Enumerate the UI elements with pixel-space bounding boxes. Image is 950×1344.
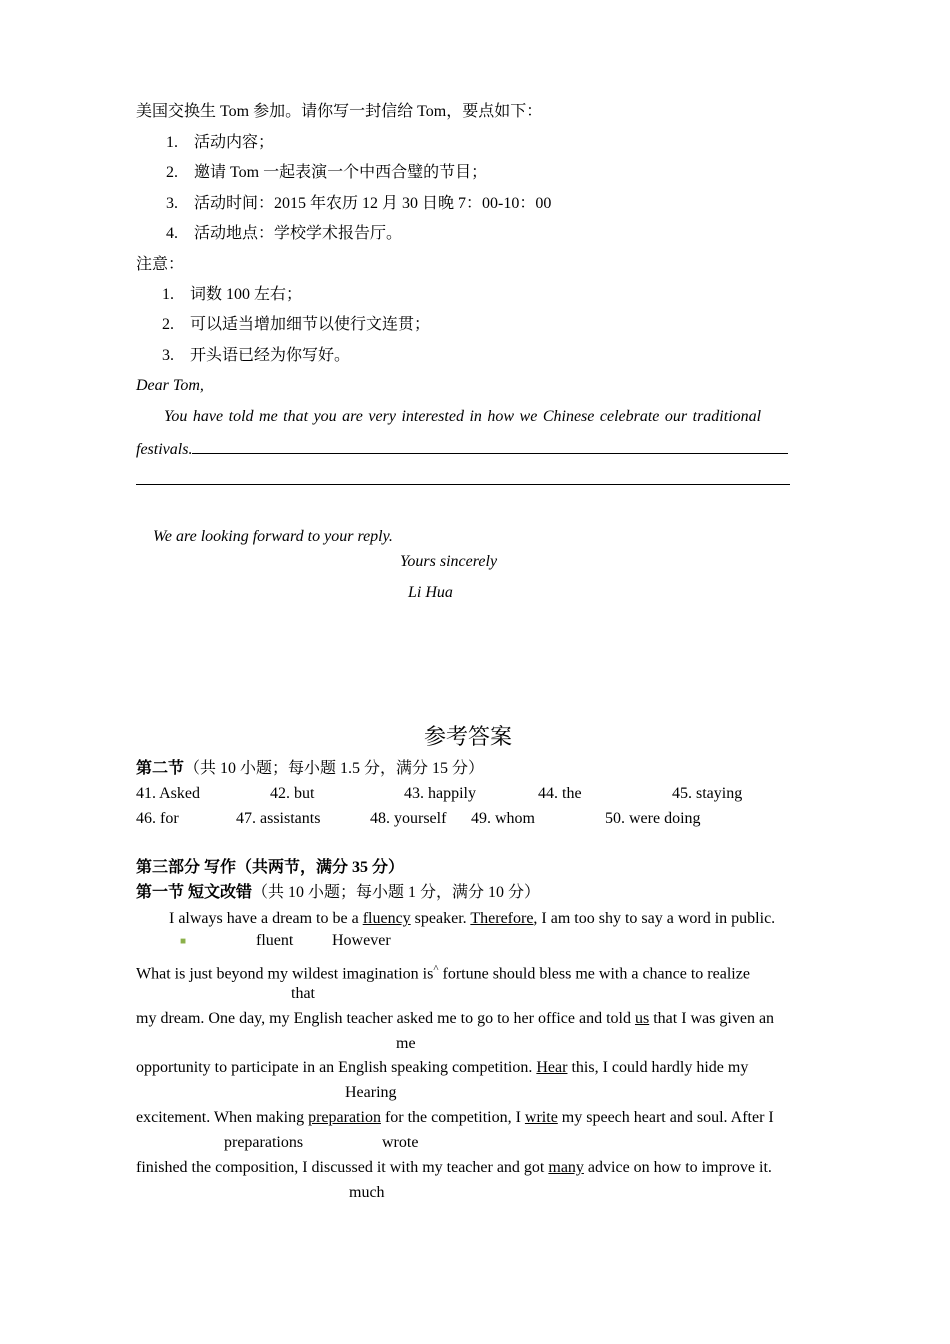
task-intro: 美国交换生 Tom 参加。请你写一封信给 Tom，要点如下： xyxy=(136,103,543,120)
correction: However xyxy=(332,932,391,949)
correction: me xyxy=(396,1035,416,1052)
task-point: 3. 活动时间：2015 年农历 12 月 30 日晚 7：00-10：00 xyxy=(166,195,552,212)
mark-dot-icon: ■ xyxy=(180,936,187,947)
task-point: 2. 邀请 Tom 一起表演一个中西合璧的节目； xyxy=(166,164,488,181)
answer-item: 44. the xyxy=(538,785,582,802)
answers-title: 参考答案 xyxy=(424,725,513,750)
part3-heading: 第三部分 写作（共两节，满分 35 分） xyxy=(136,859,405,876)
passage-line: What is just beyond my wildest imagination is^ fortune should bless me with a chance to realize xyxy=(136,963,750,983)
task-point: 4. 活动地点：学校学术报告厅。 xyxy=(166,225,403,242)
passage-line: I always have a dream to be a fluency speaker. Therefore, I am too shy to say a word in public. xyxy=(169,910,776,927)
passage-line: opportunity to participate in an English speaking competition. Hear this, I could hardly hide my xyxy=(136,1059,749,1076)
correction: that xyxy=(291,985,315,1002)
letter-signature: Li Hua xyxy=(408,584,453,601)
section2-heading: 第二节（共 10 小题；每小题 1.5 分，满分 15 分） xyxy=(136,760,485,777)
answer-item: 42. but xyxy=(270,785,315,802)
answer-item: 43. happily xyxy=(404,785,476,802)
answer-item: 41. Asked xyxy=(136,785,200,802)
writing-blank xyxy=(192,439,788,454)
letter-closing: We are looking forward to your reply. xyxy=(153,528,393,545)
note-item: 1. 词数 100 左右； xyxy=(162,286,303,303)
section1-heading: 第一节 短文改错（共 10 小题；每小题 1 分，满分 10 分） xyxy=(136,884,541,901)
answer-item: 47. assistants xyxy=(236,810,321,827)
answer-item: 46. for xyxy=(136,810,179,827)
passage-line: excitement. When making preparation for the competition, I write my speech heart and soul. After I xyxy=(136,1109,774,1126)
correction: preparations xyxy=(224,1134,304,1151)
note-item: 2. 可以适当增加细节以使行文连贯； xyxy=(162,316,431,333)
passage-line: my dream. One day, my English teacher asked me to go to her office and told us that I was given an xyxy=(136,1010,775,1027)
notes-label: 注意： xyxy=(136,256,185,273)
answer-item: 48. yourself xyxy=(370,810,447,827)
letter-greeting: Dear Tom, xyxy=(136,377,204,394)
correction: fluent xyxy=(256,932,294,949)
letter-signoff: Yours sincerely xyxy=(400,553,498,570)
correction: wrote xyxy=(382,1134,419,1151)
note-item: 3. 开头语已经为你写好。 xyxy=(162,347,351,364)
correction: Hearing xyxy=(345,1084,397,1101)
answer-item: 45. staying xyxy=(672,785,743,802)
correction: much xyxy=(349,1184,385,1201)
letter-opening-cont: festivals. xyxy=(136,439,788,460)
writing-blank-line xyxy=(136,470,790,491)
insert-caret-icon: ^ xyxy=(433,963,439,975)
answer-item: 50. were doing xyxy=(605,810,701,827)
answer-item: 49. whom xyxy=(471,810,535,827)
letter-opening: You have told me that you are very interested in how we Chinese celebrate our traditional xyxy=(164,408,762,425)
task-point: 1. 活动内容； xyxy=(166,134,275,151)
passage-line: finished the composition, I discussed it with my teacher and got many advice on how to improve it. xyxy=(136,1159,772,1176)
